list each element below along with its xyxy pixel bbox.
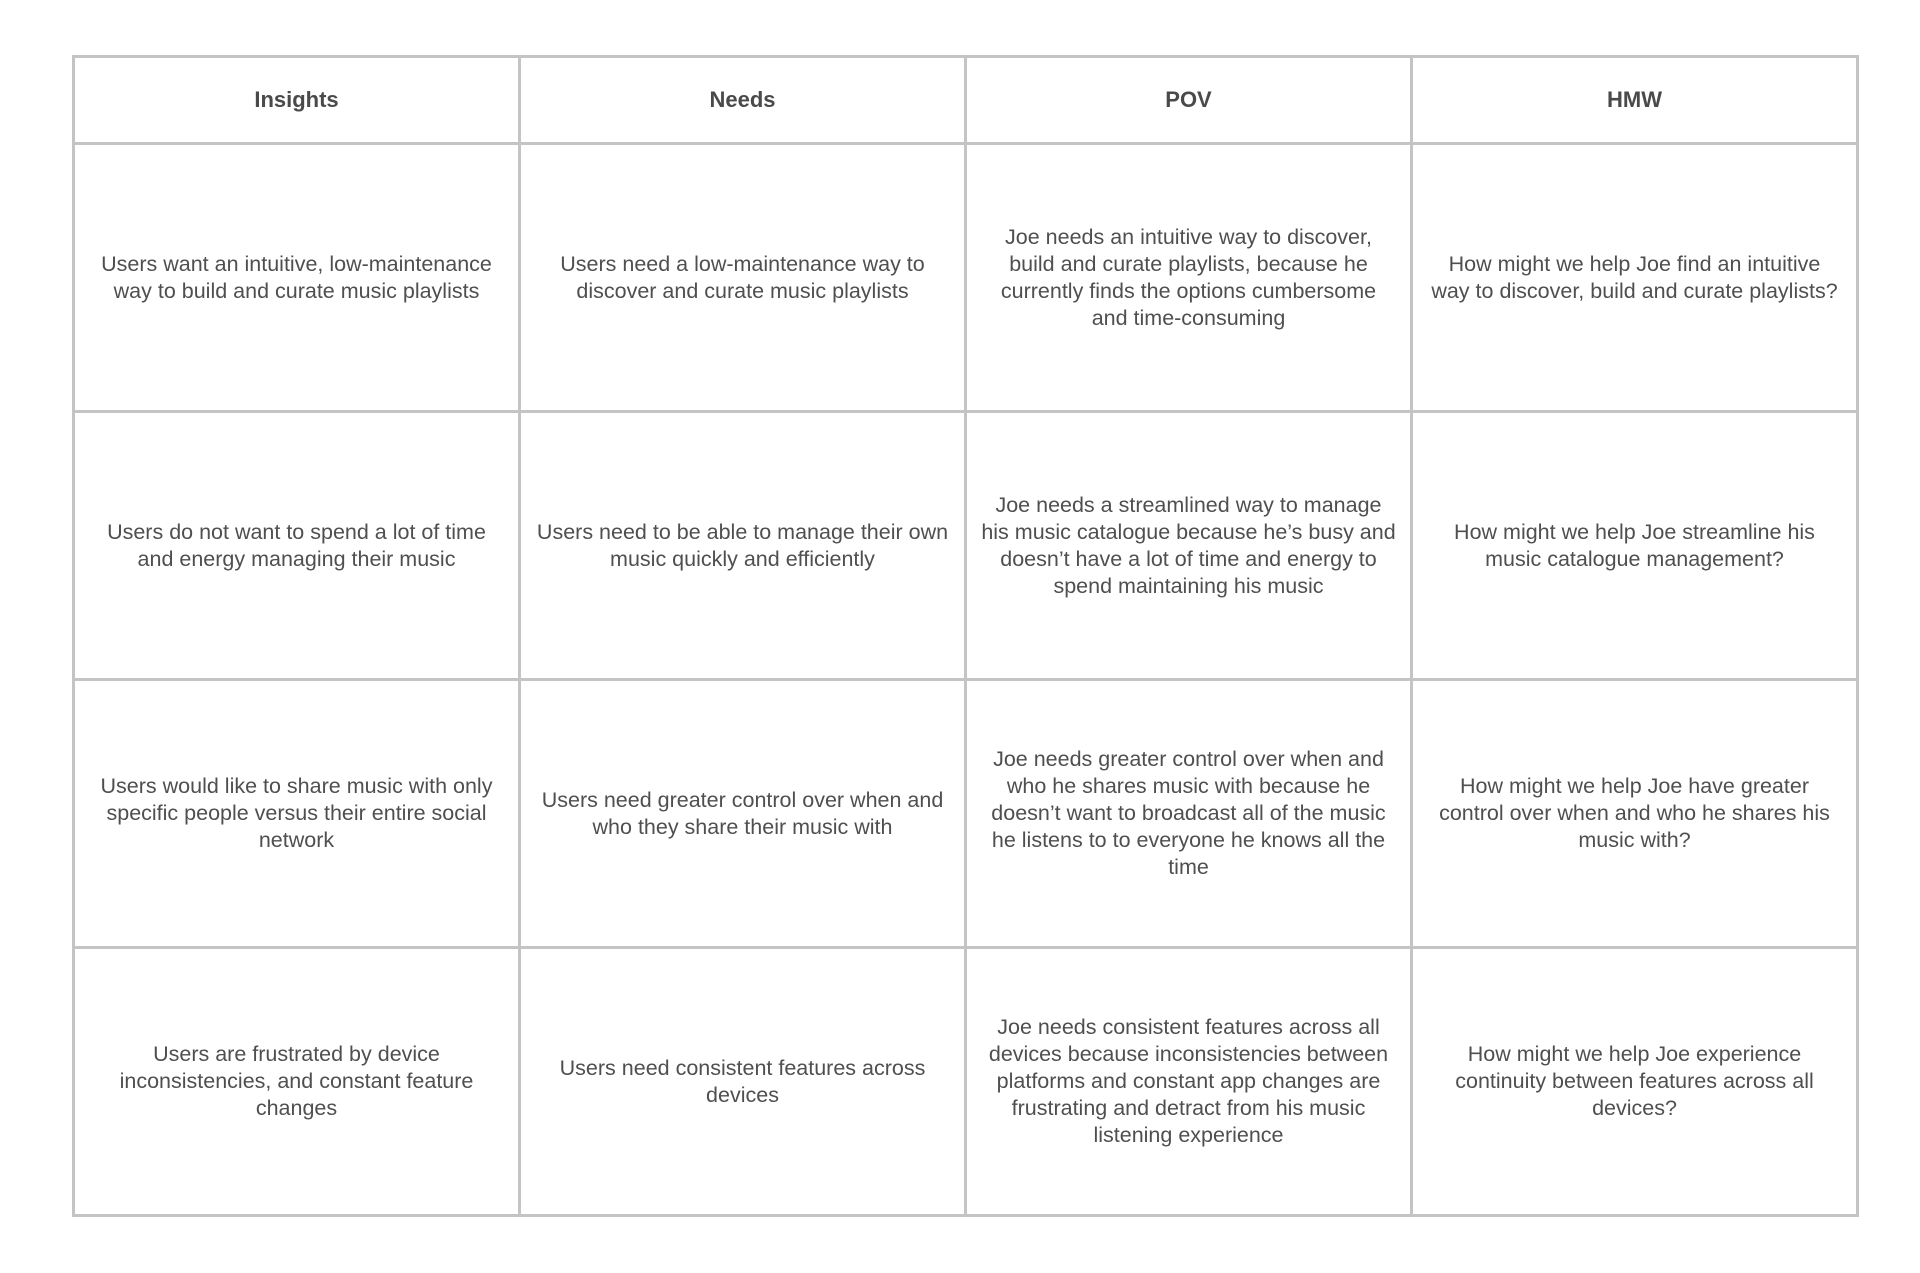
- hmw-cell: How might we help Joe have greater control over when and who he shares his music with?: [1412, 680, 1858, 948]
- table-body: [74, 144, 1858, 1216]
- table-row: [74, 412, 1858, 680]
- pov-cell: Joe needs consistent features across all devices because inconsistencies between platforms and constant app changes are frustrating and detract from his music listening experience: [966, 948, 1412, 1216]
- table-row: [74, 680, 1858, 948]
- table-row: [74, 144, 1858, 412]
- need-cell: Users need to be able to manage their own music quickly and efficiently: [520, 412, 966, 680]
- need-cell: Users need a low-maintenance way to discover and curate music playlists: [520, 144, 966, 412]
- pov-cell: Joe needs greater control over when and who he shares music with because he doesn’t want to broadcast all of the music he listens to to everyone he knows all the time: [966, 680, 1412, 948]
- pov-cell: Joe needs a streamlined way to manage his music catalogue because he’s busy and doesn’t have a lot of time and energy to spend maintaining his music: [966, 412, 1412, 680]
- need-cell: Users need greater control over when and who they share their music with: [520, 680, 966, 948]
- header-insights: Insights: [74, 57, 520, 144]
- insights-needs-pov-hmw-table: [72, 55, 1859, 1217]
- hmw-cell: How might we help Joe streamline his music catalogue management?: [1412, 412, 1858, 680]
- insight-cell: Users would like to share music with only specific people versus their entire social network: [74, 680, 520, 948]
- insight-cell: Users do not want to spend a lot of time and energy managing their music: [74, 412, 520, 680]
- table-header: [74, 57, 1858, 144]
- header-needs: Needs: [520, 57, 966, 144]
- insight-cell: Users want an intuitive, low-maintenance way to build and curate music playlists: [74, 144, 520, 412]
- table-row: [74, 948, 1858, 1216]
- need-cell: Users need consistent features across devices: [520, 948, 966, 1216]
- header-row: [74, 57, 1858, 144]
- header-pov: POV: [966, 57, 1412, 144]
- header-hmw: HMW: [1412, 57, 1858, 144]
- hmw-cell: How might we help Joe experience continuity between features across all devices?: [1412, 948, 1858, 1216]
- hmw-cell: How might we help Joe find an intuitive way to discover, build and curate playlists?: [1412, 144, 1858, 412]
- pov-cell: Joe needs an intuitive way to discover, build and curate playlists, because he currently finds the options cumbersome and time-consuming: [966, 144, 1412, 412]
- insight-cell: Users are frustrated by device inconsistencies, and constant feature changes: [74, 948, 520, 1216]
